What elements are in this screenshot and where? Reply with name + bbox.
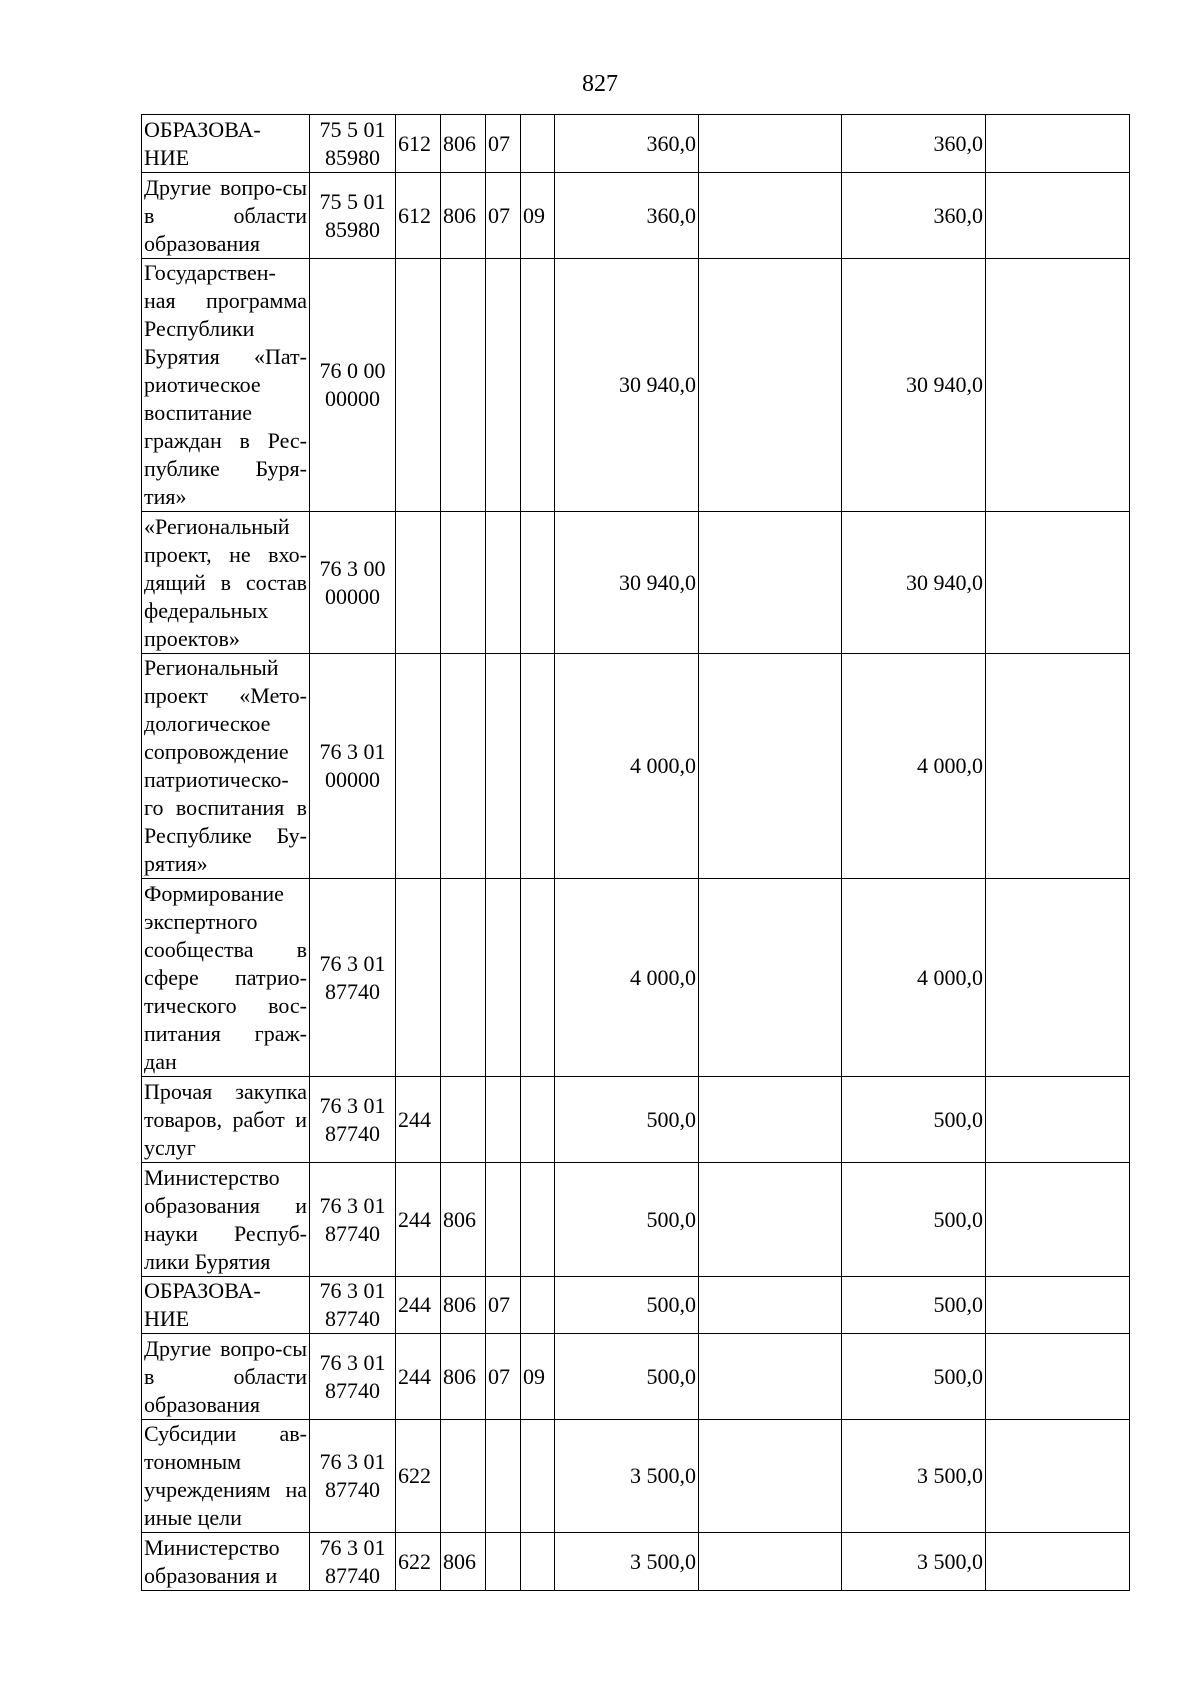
row-amount-1: 30 940,0 <box>555 512 699 654</box>
row-subsection <box>521 1533 555 1591</box>
row-amount-3: 30 940,0 <box>842 259 986 512</box>
row-subsection <box>521 879 555 1077</box>
row-expense-type: 622 <box>396 1420 441 1533</box>
row-ministry-code: 806 <box>441 173 486 259</box>
row-section <box>486 1077 521 1163</box>
row-expense-type: 244 <box>396 1334 441 1420</box>
row-amount-2 <box>699 173 842 259</box>
row-amount-3: 360,0 <box>842 173 986 259</box>
row-section <box>486 1420 521 1533</box>
row-ministry-code <box>441 879 486 1077</box>
row-amount-3: 4 000,0 <box>842 879 986 1077</box>
row-amount-3: 3 500,0 <box>842 1533 986 1591</box>
row-target-code: 76 3 01 87740 <box>310 1420 396 1533</box>
row-name: Другие вопро-сы в области образования <box>142 1334 310 1420</box>
row-target-code: 76 3 01 87740 <box>310 1334 396 1420</box>
row-expense-type: 622 <box>396 1533 441 1591</box>
row-amount-2 <box>699 1277 842 1334</box>
row-amount-1: 4 000,0 <box>555 654 699 879</box>
row-amount-2 <box>699 512 842 654</box>
row-ministry-code: 806 <box>441 1163 486 1277</box>
row-target-code: 76 3 01 87740 <box>310 1277 396 1334</box>
row-section: 07 <box>486 115 521 173</box>
row-ministry-code <box>441 654 486 879</box>
row-expense-type: 244 <box>396 1163 441 1277</box>
row-target-code: 76 3 01 87740 <box>310 1077 396 1163</box>
row-amount-1: 500,0 <box>555 1277 699 1334</box>
row-section <box>486 259 521 512</box>
row-name: Государствен-ная программа Республики Бурятия «Пат-риотическое воспитание граждан в Рес-публике Буря-тия» <box>142 259 310 512</box>
row-name: Министерство образования и <box>142 1533 310 1591</box>
row-expense-type <box>396 512 441 654</box>
row-amount-4 <box>986 115 1130 173</box>
row-amount-1: 4 000,0 <box>555 879 699 1077</box>
row-subsection <box>521 1277 555 1334</box>
row-name: Министерство образования и науки Респуб-лики Бурятия <box>142 1163 310 1277</box>
row-amount-3: 500,0 <box>842 1277 986 1334</box>
row-amount-4 <box>986 1277 1130 1334</box>
row-amount-4 <box>986 1163 1130 1277</box>
row-amount-4 <box>986 1420 1130 1533</box>
table-row <box>142 654 1130 879</box>
row-subsection <box>521 512 555 654</box>
row-amount-2 <box>699 1533 842 1591</box>
row-target-code: 76 3 00 00000 <box>310 512 396 654</box>
row-amount-1: 3 500,0 <box>555 1533 699 1591</box>
row-section <box>486 879 521 1077</box>
table-row <box>142 1163 1130 1277</box>
row-section <box>486 512 521 654</box>
row-amount-4 <box>986 1334 1130 1420</box>
budget-table <box>141 114 1130 1591</box>
row-amount-1: 500,0 <box>555 1077 699 1163</box>
table-row <box>142 1334 1130 1420</box>
row-name: Региональный проект «Мето-дологическое сопровождение патриотическо-го воспитания в Республике Бу-рятия» <box>142 654 310 879</box>
row-ministry-code: 806 <box>441 1277 486 1334</box>
table-row <box>142 1533 1130 1591</box>
row-amount-4 <box>986 879 1130 1077</box>
row-expense-type <box>396 259 441 512</box>
row-ministry-code <box>441 1077 486 1163</box>
row-amount-4 <box>986 1533 1130 1591</box>
row-amount-2 <box>699 1163 842 1277</box>
row-amount-1: 500,0 <box>555 1163 699 1277</box>
row-amount-3: 500,0 <box>842 1163 986 1277</box>
row-amount-3: 500,0 <box>842 1334 986 1420</box>
row-name: «Региональный проект, не вхо-дящий в состав федеральных проектов» <box>142 512 310 654</box>
row-section: 07 <box>486 173 521 259</box>
row-amount-1: 500,0 <box>555 1334 699 1420</box>
row-name: Другие вопро-сы в области образования <box>142 173 310 259</box>
row-amount-2 <box>699 1420 842 1533</box>
row-amount-4 <box>986 512 1130 654</box>
row-amount-1: 360,0 <box>555 115 699 173</box>
row-ministry-code: 806 <box>441 115 486 173</box>
row-target-code: 76 3 01 87740 <box>310 1533 396 1591</box>
row-amount-2 <box>699 1334 842 1420</box>
row-target-code: 76 3 01 87740 <box>310 1163 396 1277</box>
row-subsection: 09 <box>521 1334 555 1420</box>
row-section: 07 <box>486 1277 521 1334</box>
table-row <box>142 1420 1130 1533</box>
table-body <box>142 115 1130 1591</box>
row-target-code: 76 3 01 00000 <box>310 654 396 879</box>
row-subsection: 09 <box>521 173 555 259</box>
row-name: Прочая закупка товаров, работ и услуг <box>142 1077 310 1163</box>
row-expense-type: 612 <box>396 173 441 259</box>
table-row <box>142 512 1130 654</box>
row-ministry-code <box>441 259 486 512</box>
row-section <box>486 1163 521 1277</box>
row-name: ОБРАЗОВА- НИЕ <box>142 1277 310 1334</box>
row-subsection <box>521 1163 555 1277</box>
row-amount-3: 3 500,0 <box>842 1420 986 1533</box>
row-amount-4 <box>986 259 1130 512</box>
row-subsection <box>521 1077 555 1163</box>
row-target-code: 75 5 01 85980 <box>310 173 396 259</box>
row-target-code: 75 5 01 85980 <box>310 115 396 173</box>
row-amount-1: 3 500,0 <box>555 1420 699 1533</box>
row-ministry-code <box>441 512 486 654</box>
table-row <box>142 1077 1130 1163</box>
row-amount-2 <box>699 1077 842 1163</box>
row-ministry-code <box>441 1420 486 1533</box>
row-amount-4 <box>986 173 1130 259</box>
row-amount-1: 30 940,0 <box>555 259 699 512</box>
row-amount-4 <box>986 654 1130 879</box>
row-amount-3: 4 000,0 <box>842 654 986 879</box>
row-name: ОБРАЗОВА- НИЕ <box>142 115 310 173</box>
row-expense-type <box>396 654 441 879</box>
row-ministry-code: 806 <box>441 1334 486 1420</box>
row-section: 07 <box>486 1334 521 1420</box>
row-expense-type: 612 <box>396 115 441 173</box>
table-row <box>142 173 1130 259</box>
row-amount-2 <box>699 115 842 173</box>
row-target-code: 76 3 01 87740 <box>310 879 396 1077</box>
row-amount-2 <box>699 654 842 879</box>
row-amount-2 <box>699 879 842 1077</box>
row-name: Субсидии ав-тономным учреждениям на иные цели <box>142 1420 310 1533</box>
row-amount-3: 360,0 <box>842 115 986 173</box>
page-number: 827 <box>582 71 618 97</box>
table-row <box>142 1277 1130 1334</box>
table-row <box>142 115 1130 173</box>
row-expense-type <box>396 879 441 1077</box>
row-expense-type: 244 <box>396 1077 441 1163</box>
row-amount-3: 30 940,0 <box>842 512 986 654</box>
row-amount-4 <box>986 1077 1130 1163</box>
row-amount-2 <box>699 259 842 512</box>
row-target-code: 76 0 00 00000 <box>310 259 396 512</box>
table-row <box>142 879 1130 1077</box>
row-section <box>486 654 521 879</box>
row-ministry-code: 806 <box>441 1533 486 1591</box>
row-subsection <box>521 1420 555 1533</box>
row-amount-1: 360,0 <box>555 173 699 259</box>
row-subsection <box>521 115 555 173</box>
table-row <box>142 259 1130 512</box>
row-name: Формирование экспертного сообщества в сфере патрио-тического вос-питания граж-дан <box>142 879 310 1077</box>
row-section <box>486 1533 521 1591</box>
row-expense-type: 244 <box>396 1277 441 1334</box>
row-subsection <box>521 654 555 879</box>
row-amount-3: 500,0 <box>842 1077 986 1163</box>
row-subsection <box>521 259 555 512</box>
